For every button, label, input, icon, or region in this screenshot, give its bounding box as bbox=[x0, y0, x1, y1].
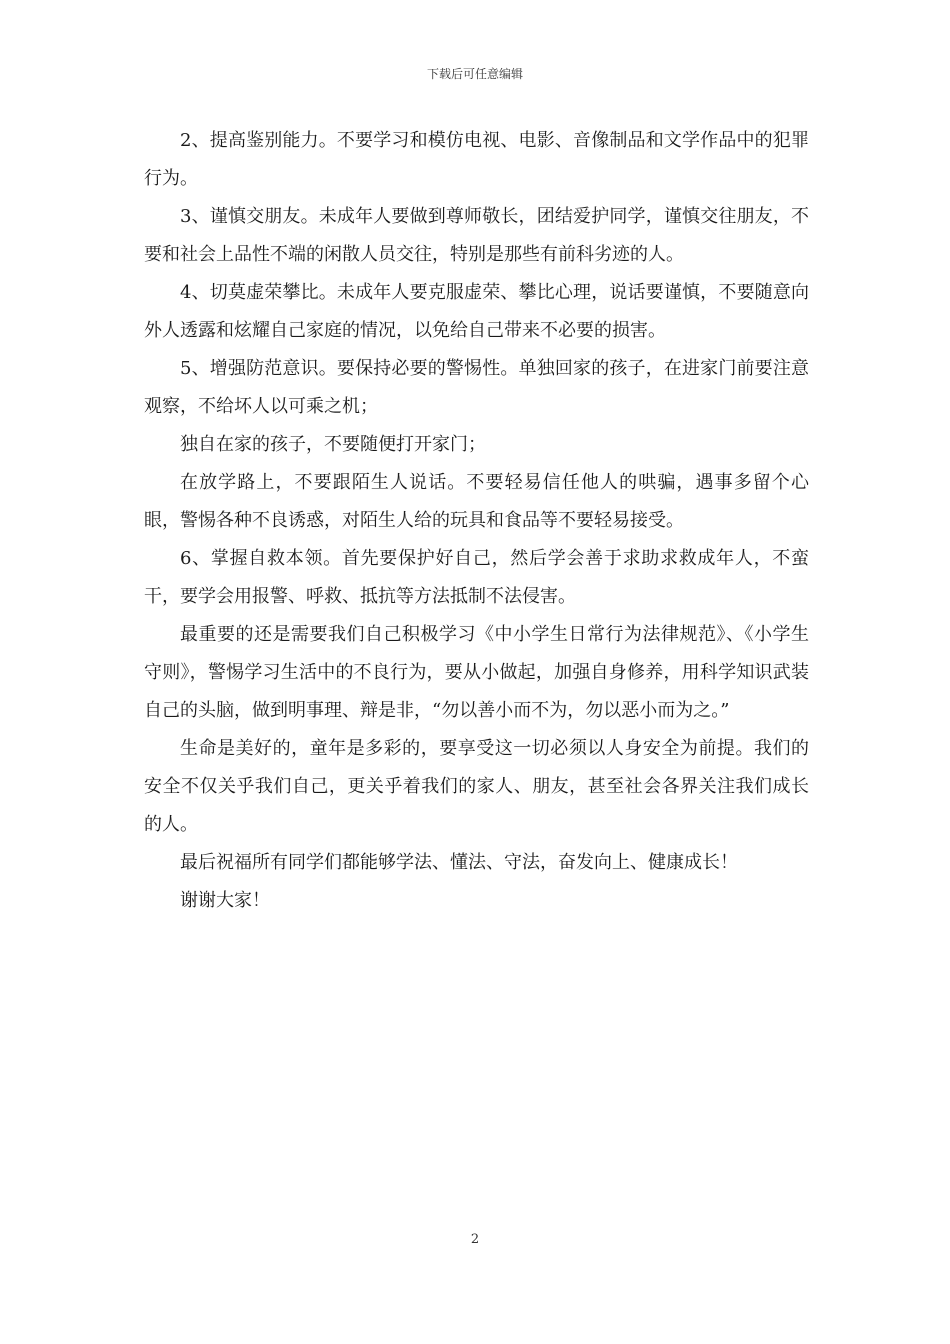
page-header: 下载后可任意编辑 bbox=[426, 67, 523, 81]
paragraph-home-alone: 独自在家的孩子，不要随便打开家门； bbox=[180, 434, 486, 455]
paragraph-item-4: 4、切莫虚荣攀比。未成年人要克服虚荣、攀比心理，说话要谨慎，不要随意向外人透露和炫耀自己家庭的情况，以免给自己带来不必要的损害。 bbox=[144, 282, 809, 341]
paragraph-thanks: 谢谢大家！ bbox=[180, 890, 270, 911]
document-body bbox=[144, 122, 809, 920]
paragraph-most-important: 最重要的还是需要我们自己积极学习《中小学生日常行为法律规范》、《小学生守则》，警惕学习生活中的不良行为，要从小做起，加强自身修养，用科学知识武装自己的头脑，做到明事理、辩是非，“勿以善小而不为，勿以恶小而为之。” bbox=[144, 624, 809, 721]
paragraph-item-3: 3、谨慎交朋友。未成年人要做到尊师敬长，团结爱护同学，谨慎交往朋友，不要和社会上品性不端的闲散人员交往，特别是那些有前科劣迹的人。 bbox=[144, 206, 809, 265]
page-number: 2 bbox=[470, 1232, 480, 1247]
paragraph-after-school: 在放学路上，不要跟陌生人说话。不要轻易信任他人的哄骗，遇事多留个心眼，警惕各种不良诱惑，对陌生人给的玩具和食品等不要轻易接受。 bbox=[144, 472, 809, 531]
paragraph-item-6: 6、掌握自救本领。首先要保护好自己，然后学会善于求助求救成年人，不蛮干，要学会用报警、呼救、抵抗等方法抵制不法侵害。 bbox=[144, 548, 809, 607]
paragraph-blessing: 最后祝福所有同学们都能够学法、懂法、守法，奋发向上、健康成长！ bbox=[180, 852, 738, 873]
paragraph-life: 生命是美好的，童年是多彩的，要享受这一切必须以人身安全为前提。我们的安全不仅关乎我们自己，更关乎着我们的家人、朋友，甚至社会各界关注我们成长的人。 bbox=[144, 738, 809, 835]
paragraph-item-5: 5、增强防范意识。要保持必要的警惕性。单独回家的孩子，在进家门前要注意观察，不给坏人以可乘之机； bbox=[144, 358, 809, 417]
paragraph-item-2: 2、提高鉴别能力。不要学习和模仿电视、电影、音像制品和文学作品中的犯罪行为。 bbox=[144, 130, 809, 189]
